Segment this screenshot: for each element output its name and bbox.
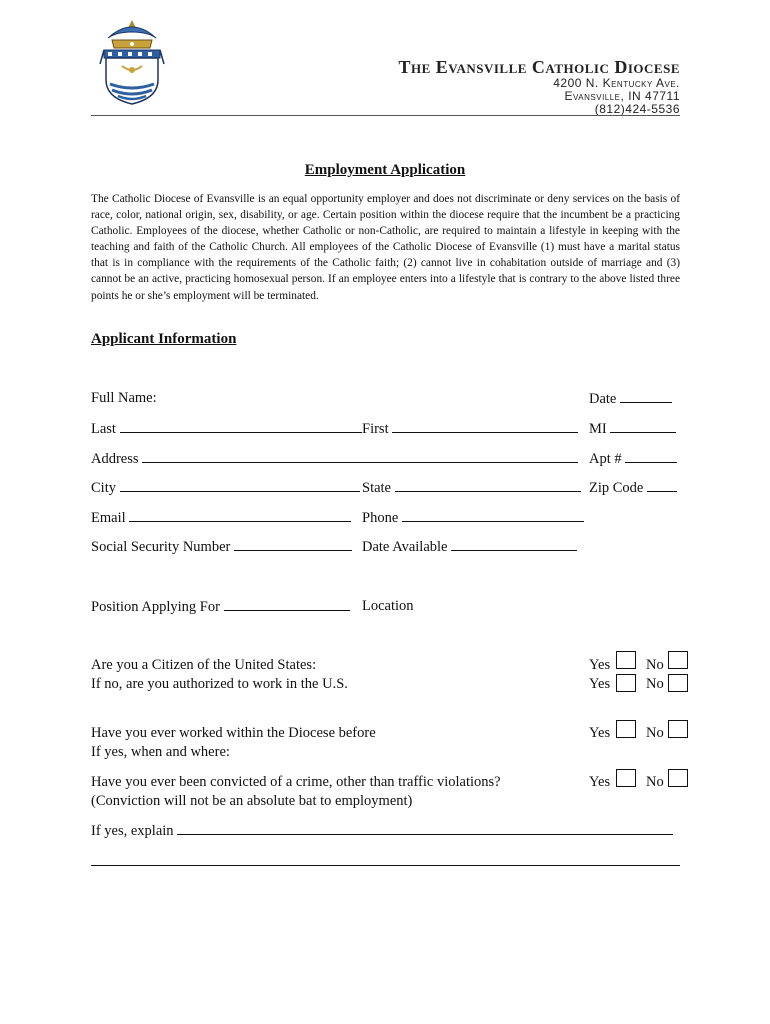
email-line[interactable] bbox=[129, 509, 351, 522]
first-line[interactable] bbox=[392, 420, 578, 433]
apt-label: Apt # bbox=[589, 451, 622, 467]
last-label: Last bbox=[91, 421, 116, 437]
citizen-question: Are you a Citizen of the United States: bbox=[91, 657, 317, 673]
convicted-no-checkbox[interactable] bbox=[668, 769, 688, 787]
apt-line[interactable] bbox=[625, 450, 677, 463]
phone-field[interactable] bbox=[362, 509, 584, 527]
date-available-label: Date Available bbox=[362, 539, 448, 555]
org-name: The Evansville Catholic Diocese bbox=[398, 57, 680, 77]
intro-paragraph: The Catholic Diocese of Evansville is an equal opportunity employer and does not discriminate or deny services on the basis of race, color, national origin, sex, disability, or age. Certain position within the diocese require that the incumbent be a practicing Catholic. Employees of the diocese, whether Catholic or non-Catholic, are required to maintain a lifestyle in keeping with the teaching and faith of the Catholic Church. All employees of the Catholic Diocese of Evansville (1) must have a marital status that is in compliance with the requirements of the Catholic faith; (2) cannot live in cohabitation outside of marriage and (3) cannot be an active, practicing homosexual person. If an employee enters into a lifestyle that is contrary to the above listed three points he or she’s employment will be terminated. bbox=[91, 193, 680, 302]
citizen-yes-label: Yes bbox=[589, 657, 611, 673]
position-field[interactable] bbox=[91, 598, 350, 616]
state-label: State bbox=[362, 480, 391, 496]
authorized-no-checkbox[interactable] bbox=[668, 674, 688, 692]
first-label: First bbox=[362, 421, 389, 437]
explain-line[interactable] bbox=[177, 822, 673, 835]
address-field[interactable] bbox=[91, 450, 578, 468]
date-field[interactable] bbox=[589, 390, 672, 408]
full-name-label: Full Name: bbox=[91, 390, 157, 406]
worked-yes-label: Yes bbox=[589, 725, 611, 741]
city-label: City bbox=[91, 480, 116, 496]
date-line[interactable] bbox=[620, 390, 672, 403]
authorized-no-label: No bbox=[646, 676, 664, 692]
page-title: Employment Application bbox=[304, 162, 466, 178]
explain-field[interactable] bbox=[91, 822, 673, 840]
explain-label: If yes, explain bbox=[91, 823, 174, 839]
convicted-yes-checkbox[interactable] bbox=[616, 769, 636, 787]
worked-no-label: No bbox=[646, 725, 664, 741]
mi-field[interactable] bbox=[589, 420, 676, 438]
mi-line[interactable] bbox=[610, 420, 676, 433]
phone-line[interactable] bbox=[402, 509, 584, 522]
authorized-yes-label: Yes bbox=[589, 676, 611, 692]
authorized-question: If no, are you authorized to work in the U.S. bbox=[91, 676, 348, 692]
explain-line-2[interactable] bbox=[91, 865, 680, 866]
worked-no-checkbox[interactable] bbox=[668, 720, 688, 738]
address-label: Address bbox=[91, 451, 139, 467]
when-where-label: If yes, when and where: bbox=[91, 744, 230, 760]
email-field[interactable] bbox=[91, 509, 351, 527]
ssn-line[interactable] bbox=[234, 538, 352, 551]
header-rule bbox=[91, 115, 680, 116]
position-label: Position Applying For bbox=[91, 599, 220, 615]
org-city: Evansville, IN 47711 bbox=[564, 89, 680, 103]
zip-label: Zip Code bbox=[589, 480, 644, 496]
org-phone: (812)424-5536 bbox=[594, 102, 680, 116]
zip-field[interactable] bbox=[589, 479, 677, 497]
position-line[interactable] bbox=[224, 598, 350, 611]
state-field[interactable] bbox=[362, 479, 581, 497]
convicted-question: Have you ever been convicted of a crime, other than traffic violations? bbox=[91, 774, 501, 790]
address-line[interactable] bbox=[142, 450, 578, 463]
ssn-field[interactable] bbox=[91, 538, 352, 556]
worked-yes-checkbox[interactable] bbox=[616, 720, 636, 738]
date-available-field[interactable] bbox=[362, 538, 577, 556]
zip-line[interactable] bbox=[647, 479, 677, 492]
org-street: 4200 N. Kentucky Ave. bbox=[553, 76, 680, 90]
mi-label: MI bbox=[589, 421, 607, 437]
worked-question: Have you ever worked within the Diocese before bbox=[91, 725, 376, 741]
conviction-note: (Conviction will not be an absolute bat to employment) bbox=[91, 793, 413, 809]
diocese-crest-logo bbox=[98, 18, 166, 106]
date-available-line[interactable] bbox=[451, 538, 577, 551]
first-name-field[interactable] bbox=[362, 420, 578, 438]
city-field[interactable] bbox=[91, 479, 360, 497]
convicted-no-label: No bbox=[646, 774, 664, 790]
citizen-yes-checkbox[interactable] bbox=[616, 651, 636, 669]
convicted-yes-label: Yes bbox=[589, 774, 611, 790]
ssn-label: Social Security Number bbox=[91, 539, 231, 555]
location-label: Location bbox=[362, 598, 414, 614]
apt-field[interactable] bbox=[589, 450, 677, 468]
city-line[interactable] bbox=[120, 479, 360, 492]
date-label: Date bbox=[589, 391, 617, 407]
last-name-field[interactable] bbox=[91, 420, 362, 438]
citizen-no-label: No bbox=[646, 657, 664, 673]
authorized-yes-checkbox[interactable] bbox=[616, 674, 636, 692]
last-line[interactable] bbox=[120, 420, 362, 433]
citizen-no-checkbox[interactable] bbox=[668, 651, 688, 669]
email-label: Email bbox=[91, 510, 126, 526]
section-heading: Applicant Information bbox=[91, 331, 237, 347]
state-line[interactable] bbox=[395, 479, 581, 492]
phone-label: Phone bbox=[362, 510, 399, 526]
